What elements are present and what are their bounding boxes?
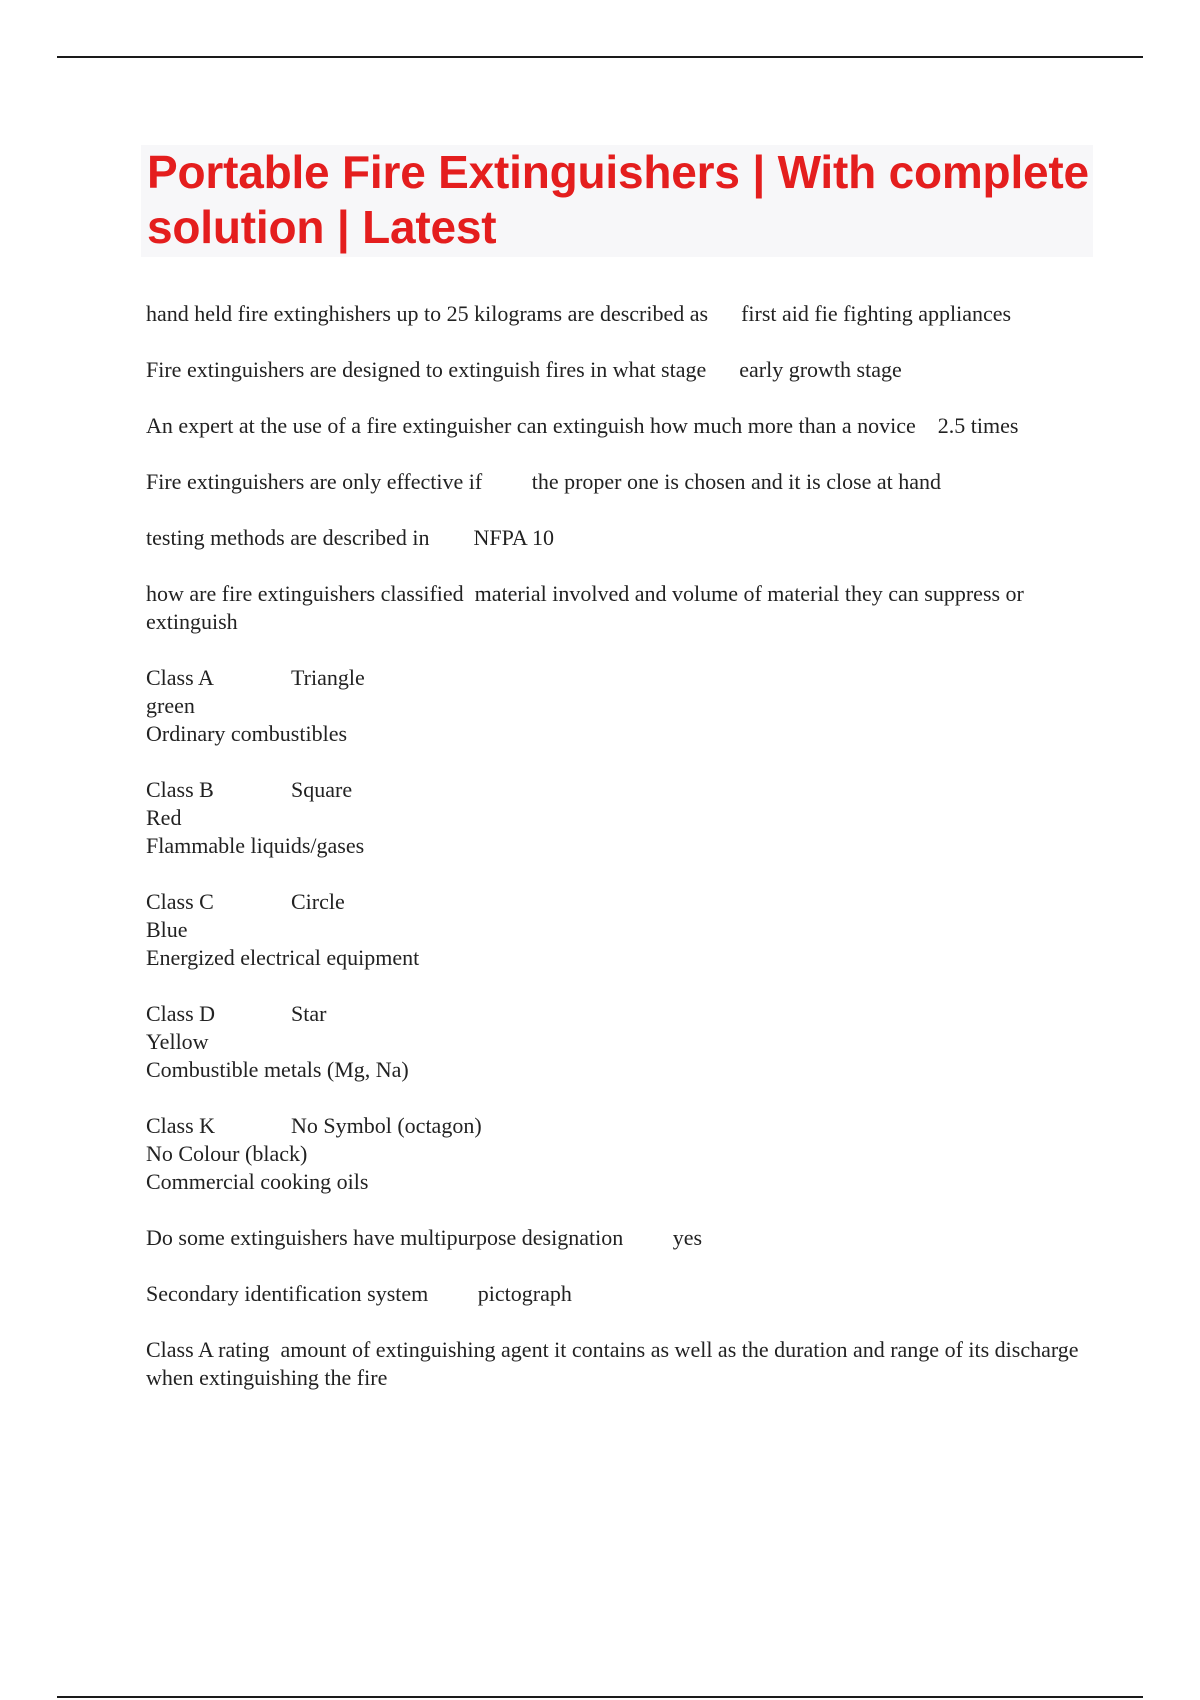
class-symbol: Star: [291, 1001, 327, 1026]
class-name: Class A: [146, 665, 214, 690]
question: An expert at the use of a fire extinguisher can extinguish how much more than a novice: [146, 413, 916, 438]
footer-rule: [57, 1696, 1143, 1698]
answer: early growth stage: [739, 357, 902, 382]
class-symbol: Circle: [291, 889, 345, 914]
qa-item: [146, 356, 1096, 384]
qa-item: [146, 468, 1096, 496]
class-colour: Yellow: [146, 1029, 209, 1054]
qa-item: [146, 1280, 1096, 1308]
class-entry: [146, 888, 1096, 972]
answer: first aid fie fighting appliances: [741, 301, 1012, 326]
class-colour: Blue: [146, 917, 188, 942]
class-material: Combustible metals (Mg, Na): [146, 1057, 409, 1082]
class-name: Class D: [146, 1001, 216, 1026]
answer: amount of extinguishing agent it contains as well as the duration and range of its discharge when extinguishing the fire: [146, 1337, 1079, 1390]
qa-item: [146, 524, 1096, 552]
class-colour: No Colour (black): [146, 1141, 308, 1166]
class-entry: [146, 1000, 1096, 1084]
class-entry: [146, 664, 1096, 748]
qa-item: [146, 580, 1096, 636]
class-colour: Red: [146, 805, 182, 830]
document-body: [146, 300, 1096, 1392]
answer: 2.5 times: [937, 413, 1019, 438]
answer: pictograph: [477, 1281, 572, 1306]
class-material: Energized electrical equipment: [146, 945, 420, 970]
class-entry: [146, 776, 1096, 860]
class-entry: [146, 1112, 1096, 1196]
class-material: Commercial cooking oils: [146, 1169, 369, 1194]
class-name: Class K: [146, 1113, 216, 1138]
answer: yes: [672, 1225, 703, 1250]
class-material: Ordinary combustibles: [146, 721, 348, 746]
question: Do some extinguishers have multipurpose designation: [146, 1225, 624, 1250]
question: Class A rating: [146, 1337, 270, 1362]
title-banner: [141, 145, 1093, 257]
class-name: Class C: [146, 889, 214, 914]
class-name: Class B: [146, 777, 214, 802]
question: testing methods are described in: [146, 525, 430, 550]
class-symbol: Triangle: [291, 665, 365, 690]
class-symbol: Square: [291, 777, 353, 802]
class-symbol: No Symbol (octagon): [291, 1113, 482, 1138]
question: Secondary identification system: [146, 1281, 429, 1306]
header-rule: [57, 56, 1143, 58]
question: Fire extinguishers are designed to extinguish fires in what stage: [146, 357, 707, 382]
answer: the proper one is chosen and it is close at hand: [531, 469, 942, 494]
question: Fire extinguishers are only effective if: [146, 469, 483, 494]
question: how are fire extinguishers classified: [146, 581, 464, 606]
class-colour: green: [146, 693, 195, 718]
qa-item: [146, 1336, 1096, 1392]
qa-item: [146, 412, 1096, 440]
answer: NFPA 10: [473, 525, 554, 550]
qa-item: [146, 300, 1096, 328]
page-title: Portable Fire Extinguishers | With complete solution | Latest: [147, 146, 1089, 253]
answer: material involved and volume of material they can suppress or extinguish: [146, 581, 1024, 634]
question: hand held fire extinghishers up to 25 kilograms are described as: [146, 301, 709, 326]
qa-item: [146, 1224, 1096, 1252]
class-material: Flammable liquids/gases: [146, 833, 365, 858]
